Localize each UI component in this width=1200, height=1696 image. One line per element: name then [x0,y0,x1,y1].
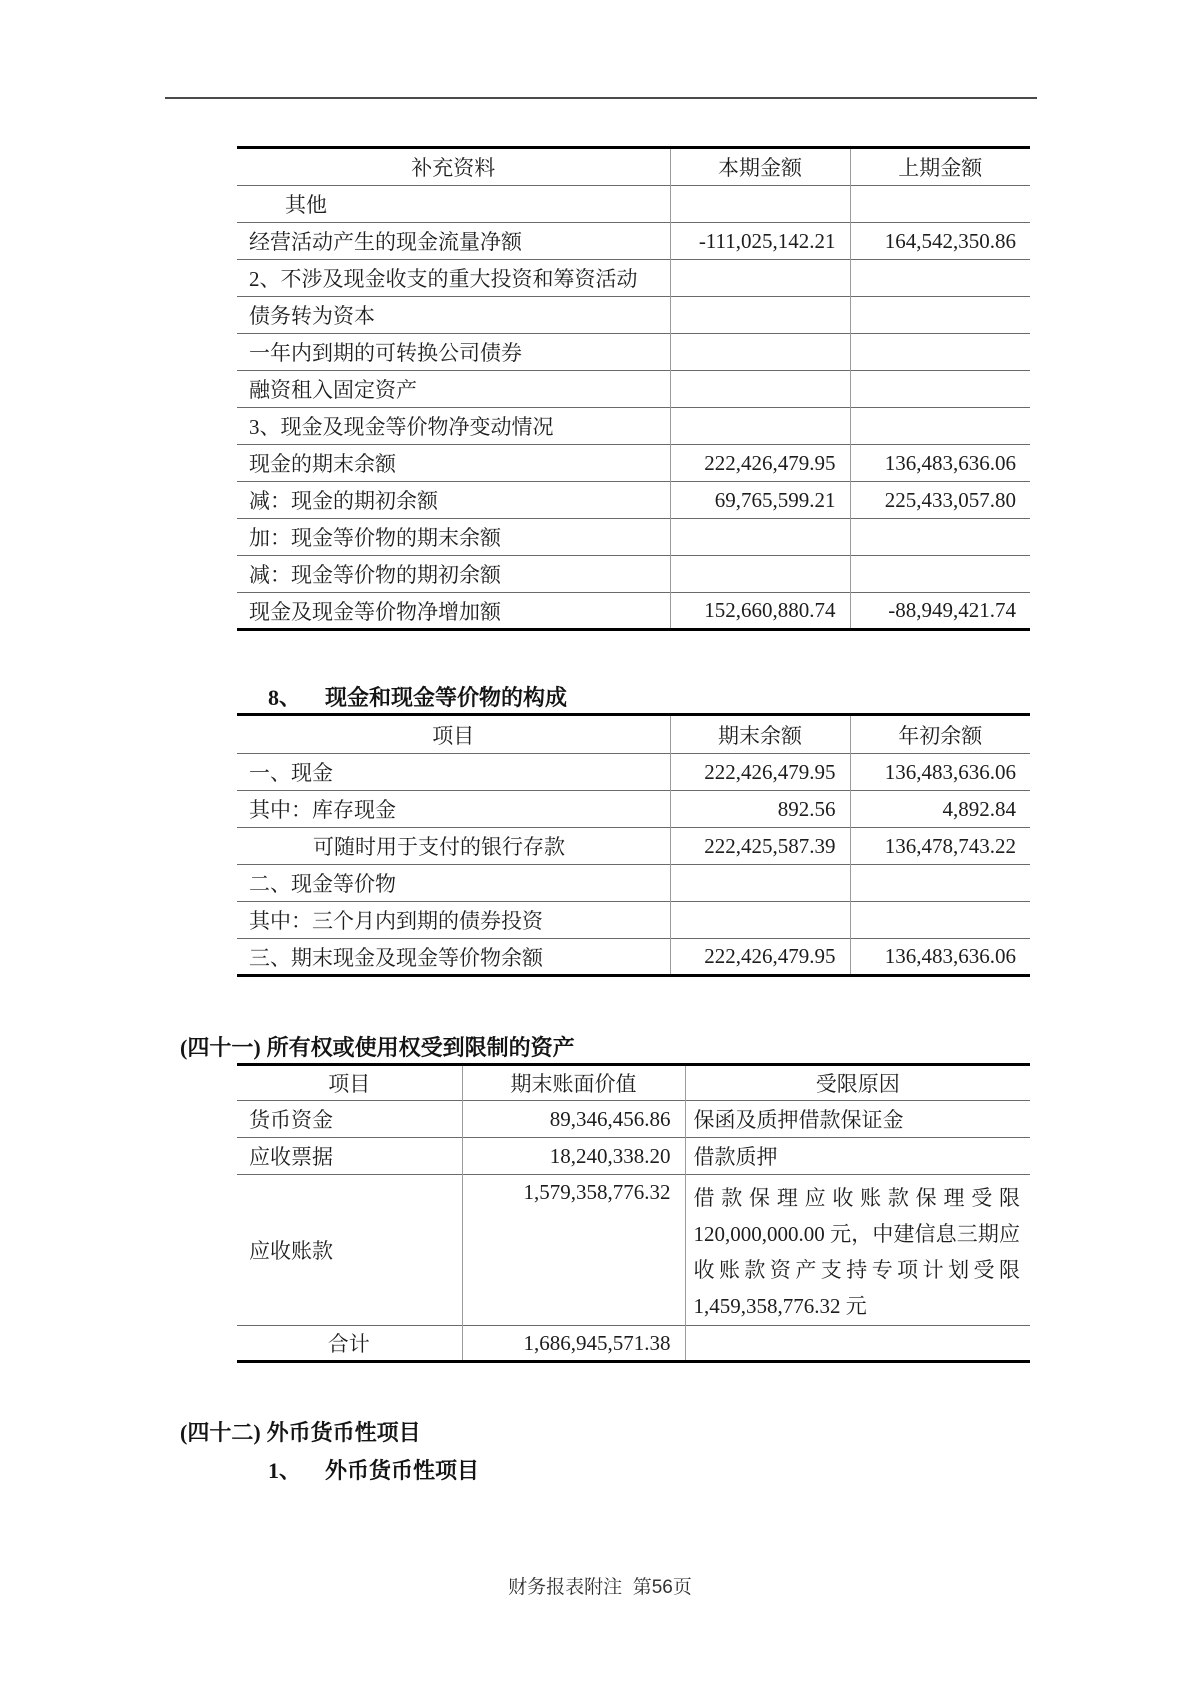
label-cell: 3、现金及现金等价物净变动情况 [237,408,670,445]
current-amount-cell [670,408,850,445]
prior-amount-cell [850,186,1030,223]
label-cell: 其中：三个月内到期的债券投资 [237,902,670,939]
column-header-beginning: 年初余额 [850,715,1030,754]
page-footer: 财务报表附注 第56页 [508,1577,692,1598]
label-cell: 其中：库存现金 [237,791,670,828]
table-row [237,1326,1030,1362]
table-row [237,519,1030,556]
column-header-current: 本期金额 [670,148,850,186]
ending-amount-cell [670,865,850,902]
label-cell: 经营活动产生的现金流量净额 [237,223,670,260]
section-heading-cash-composition [268,681,567,712]
ending-amount-cell [670,902,850,939]
table-row [237,1138,1030,1175]
ending-amount-cell: 892.56 [670,791,850,828]
current-amount-cell [670,186,850,223]
reason-cell: 借款质押 [685,1138,1030,1175]
prior-amount-cell [850,297,1030,334]
table-row [237,902,1030,939]
current-amount-cell [670,297,850,334]
current-amount-cell [670,519,850,556]
table-header-row [237,148,1030,186]
current-amount-cell [670,371,850,408]
label-cell: 一、现金 [237,754,670,791]
section-title: 所有权或使用权受到限制的资产 [266,1035,575,1060]
table-row [237,445,1030,482]
reason-line: 收账款资产支持专项计划受限 [693,1258,1020,1282]
restricted-assets-table [237,1063,1030,1363]
table-row [237,593,1030,630]
prior-amount-cell [850,519,1030,556]
label-cell: 应收账款 [237,1175,462,1326]
reason-cell: 保函及质押借款保证金 [685,1101,1030,1138]
page-header-rule [165,97,1037,99]
label-cell: 债务转为资本 [237,297,670,334]
section-heading-foreign-currency [180,1416,421,1447]
prior-amount-cell: 164,542,350.86 [850,223,1030,260]
supplementary-info-table [237,146,1030,631]
label-cell: 减：现金的期初余额 [237,482,670,519]
subsection-title: 外币货币性项目 [325,1458,480,1483]
section-heading-restricted-assets [180,1031,575,1062]
reason-cell [685,1175,1030,1326]
reason-line: 借款保理应收账款保理受限 [693,1186,1020,1210]
prior-amount-cell [850,334,1030,371]
label-cell: 现金及现金等价物净增加额 [237,593,670,630]
table-row [237,828,1030,865]
label-cell: 一年内到期的可转换公司债券 [237,334,670,371]
current-amount-cell: 152,660,880.74 [670,593,850,630]
column-header-item: 项目 [328,1072,371,1096]
table-row [237,939,1030,976]
column-header-ending: 期末余额 [670,715,850,754]
label-cell: 二、现金等价物 [237,865,670,902]
table-row [237,297,1030,334]
label-cell: 三、期末现金及现金等价物余额 [237,939,670,976]
current-amount-cell: -111,025,142.21 [670,223,850,260]
section-title: 外币货币性项目 [266,1420,421,1445]
prior-amount-cell [850,260,1030,297]
current-amount-cell [670,556,850,593]
section-number: 8、 [268,685,302,710]
ending-amount-cell: 222,426,479.95 [670,939,850,976]
table-row [237,223,1030,260]
prior-amount-cell [850,371,1030,408]
table-row [237,556,1030,593]
table-row [237,1175,1030,1326]
table-row [237,754,1030,791]
table-header-row [237,715,1030,754]
table-row [237,371,1030,408]
label-cell: 减：现金等价物的期初余额 [237,556,670,593]
section-number: (四十一) [180,1035,261,1060]
table-row [237,334,1030,371]
ending-amount-cell: 222,425,587.39 [670,828,850,865]
label-cell: 可随时用于支付的银行存款 [237,828,670,865]
beginning-amount-cell [850,902,1030,939]
beginning-amount-cell: 136,478,743.22 [850,828,1030,865]
reason-line: 1,459,358,776.32 元 [693,1294,867,1318]
table-row [237,482,1030,519]
prior-amount-cell: -88,949,421.74 [850,593,1030,630]
section-title: 现金和现金等价物的构成 [325,685,568,710]
cash-composition-table [237,713,1030,977]
table-header-row [237,1065,1030,1101]
table-row [237,865,1030,902]
beginning-amount-cell [850,865,1030,902]
label-cell: 加：现金等价物的期末余额 [237,519,670,556]
prior-amount-cell [850,556,1030,593]
label-cell: 现金的期末余额 [237,445,670,482]
beginning-amount-cell: 4,892.84 [850,791,1030,828]
label-cell: 融资租入固定资产 [237,371,670,408]
column-header-item: 项目 [432,723,475,748]
beginning-amount-cell: 136,483,636.06 [850,754,1030,791]
current-amount-cell [670,334,850,371]
section-number: (四十二) [180,1420,261,1445]
table-row [237,186,1030,223]
label-cell: 2、不涉及现金收支的重大投资和筹资活动 [237,260,670,297]
label-cell: 其他 [237,186,670,223]
subsection-heading-foreign-currency-items [268,1454,479,1485]
table-row [237,408,1030,445]
column-header-book-value: 期末账面价值 [462,1065,685,1101]
current-amount-cell: 69,765,599.21 [670,482,850,519]
column-header-reason: 受限原因 [685,1065,1030,1101]
table-row [237,791,1030,828]
column-header-item: 补充资料 [411,156,496,180]
subsection-number: 1、 [268,1458,302,1483]
label-cell: 应收票据 [237,1138,462,1175]
book-value-cell: 18,240,338.20 [462,1138,685,1175]
reason-line: 120,000,000.00 元，中建信息三期应 [693,1222,1020,1246]
prior-amount-cell: 136,483,636.06 [850,445,1030,482]
current-amount-cell [670,260,850,297]
table-row [237,1101,1030,1138]
reason-cell [685,1326,1030,1362]
current-amount-cell: 222,426,479.95 [670,445,850,482]
book-value-cell: 1,579,358,776.32 [462,1175,685,1326]
ending-amount-cell: 222,426,479.95 [670,754,850,791]
beginning-amount-cell: 136,483,636.06 [850,939,1030,976]
book-value-cell: 89,346,456.86 [462,1101,685,1138]
prior-amount-cell [850,408,1030,445]
total-value-cell: 1,686,945,571.38 [462,1326,685,1362]
label-cell: 货币资金 [237,1101,462,1138]
table-row [237,260,1030,297]
total-label-cell: 合计 [237,1326,462,1362]
column-header-prior: 上期金额 [850,148,1030,186]
prior-amount-cell: 225,433,057.80 [850,482,1030,519]
